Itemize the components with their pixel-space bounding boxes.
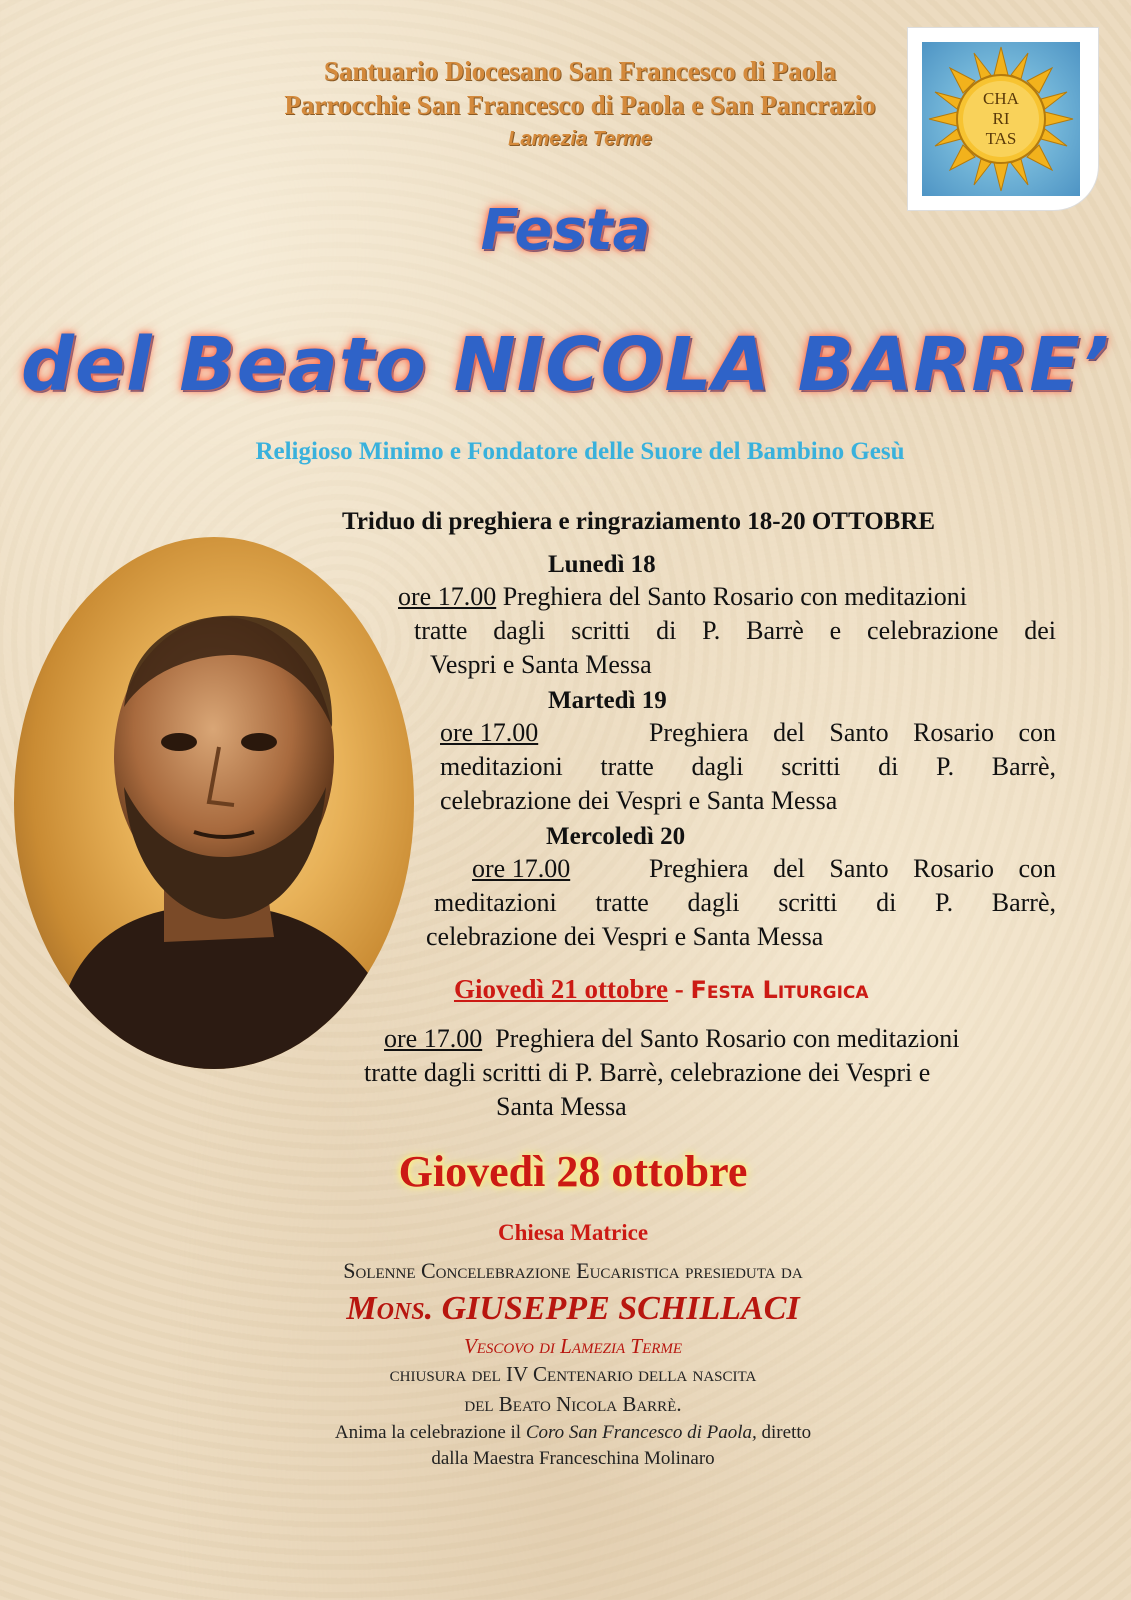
svg-text:CHA: CHA xyxy=(983,89,1019,108)
day-2-text-b: meditazioni tratte dagli scritti di P. Barrè, xyxy=(440,752,1056,781)
day-3-label: Mercoledì 20 xyxy=(546,823,686,850)
celebrant-role: Vescovo di Lamezia Terme xyxy=(463,1334,683,1358)
day-1-label: Lunedì 18 xyxy=(548,551,656,578)
day-3-text-b: meditazioni tratte dagli scritti di P. Barrè, xyxy=(434,888,1056,917)
festa-liturgica-text-b: tratte dagli scritti di P. Barrè, celebrazione dei Vespri e xyxy=(364,1058,931,1087)
svg-text:TAS: TAS xyxy=(985,129,1017,148)
day-2-label: Martedì 19 xyxy=(548,687,667,714)
day-3-entry xyxy=(426,852,1056,954)
closing-line-4: Anima la celebrazione il Coro San Francesco di Paola, diretto xyxy=(334,1422,812,1443)
closing-place: Chiesa Matrice xyxy=(497,1220,649,1245)
celebrant-title: Mons. xyxy=(346,1290,434,1327)
festa-liturgica-time: ore 17.00 xyxy=(384,1024,483,1053)
charitas-logo xyxy=(908,28,1098,210)
festa-liturgica-text-a: Preghiera del Santo Rosario con meditazioni xyxy=(495,1024,960,1053)
day-2-time: ore 17.00 xyxy=(440,718,539,747)
choir-name: Coro San Francesco di Paola, xyxy=(525,1422,757,1443)
triduo-heading: Triduo di preghiera e ringraziamento 18-20 OTTOBRE xyxy=(342,508,936,535)
closing-line-5: dalla Maestra Franceschina Molinaro xyxy=(431,1448,715,1469)
festa-liturgica-entry xyxy=(364,1022,1064,1124)
sun-icon xyxy=(922,42,1080,196)
closing-line-3: del Beato Nicola Barrè. xyxy=(464,1392,682,1416)
festa-liturgica-text-c: Santa Messa xyxy=(496,1092,627,1121)
subtitle: Religioso Minimo e Fondatore delle Suore del Bambino Gesù xyxy=(255,438,905,465)
day-3-time: ore 17.00 xyxy=(472,854,571,883)
day-2-text-a: Preghiera del Santo Rosario con xyxy=(648,718,1056,747)
festa-liturgica-line: Giovedì 21 ottobre - Festa Liturgica xyxy=(454,974,869,1004)
festa-liturgica-date: Giovedì 21 ottobre xyxy=(454,974,668,1004)
title-line-2: del Beato NICOLA BARRE’ xyxy=(21,322,1110,408)
day-2-text-c: celebrazione dei Vespri e Santa Messa xyxy=(440,786,838,815)
saint-portrait xyxy=(14,537,414,1069)
day-1-entry xyxy=(398,580,1056,682)
closing-date: Giovedì 28 ottobre xyxy=(398,1147,748,1196)
day-2-entry xyxy=(440,716,1056,818)
portrait-image xyxy=(14,537,414,1069)
day-1-text-a: Preghiera del Santo Rosario con meditazioni xyxy=(502,582,967,611)
svg-text:RI: RI xyxy=(992,109,1010,128)
day-1-time: ore 17.00 xyxy=(398,582,497,611)
celebrant xyxy=(0,1290,1131,1328)
day-1-text-b: tratte dagli scritti di P. Barrè e celebrazione dei xyxy=(414,616,1056,645)
day-1-text-c: Vespri e Santa Messa xyxy=(430,650,652,679)
closing-line-1: Solenne Concelebrazione Eucaristica presieduta da xyxy=(343,1258,803,1283)
title-line-1: Festa xyxy=(480,198,651,263)
day-3-text-a: Preghiera del Santo Rosario con xyxy=(648,854,1056,883)
header-line-1: Santuario Diocesano San Francesco di Paola xyxy=(323,56,837,86)
closing-line-2: chiusura del IV Centenario della nascita xyxy=(389,1362,757,1386)
day-3-text-c: celebrazione dei Vespri e Santa Messa xyxy=(426,922,824,951)
celebrant-name: GIUSEPPE SCHILLACI xyxy=(441,1290,800,1327)
festa-liturgica-label: Festa Liturgica xyxy=(690,976,869,1004)
header-line-3: Lamezia Terme xyxy=(508,128,652,150)
header-line-2: Parrocchie San Francesco di Paola e San Pancrazio xyxy=(284,90,876,120)
